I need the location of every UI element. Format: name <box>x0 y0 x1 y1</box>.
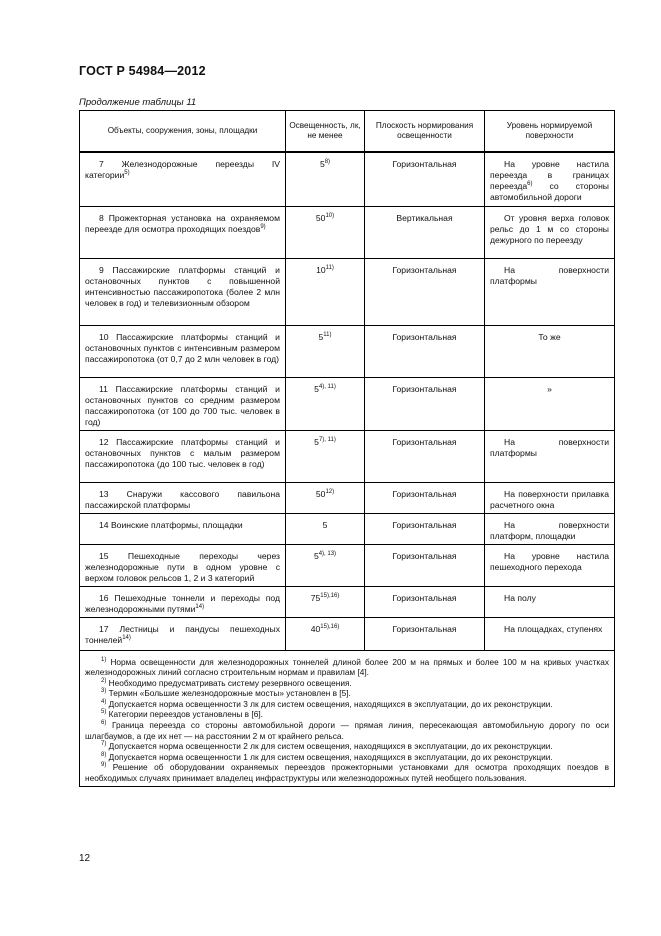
illuminance-cell <box>286 482 365 513</box>
plane-cell: Горизонтальная <box>365 377 485 430</box>
footnote-mark: 8) <box>101 751 107 758</box>
object-text: 11 Пассажирские платформы станций и остановочных пунктов со средним размером пассажиропотока (от 100 до 700 тыс. человек в год) <box>85 383 280 427</box>
footnote-mark: 4) <box>101 698 107 705</box>
footnote <box>85 752 609 763</box>
object-text: 14 Воинские платформы, площадки <box>99 519 243 530</box>
page-number: 12 <box>79 853 91 864</box>
table-row <box>80 152 615 206</box>
object-text: 7 Железнодорожные переезды IV категории <box>85 159 280 180</box>
footnote-ref: 15),16) <box>320 592 340 599</box>
level-cell <box>485 430 615 482</box>
footnote <box>85 699 609 710</box>
level-text: На поверхности платформ, площадки <box>490 519 609 541</box>
illuminance-value: 50 <box>315 488 326 499</box>
footnote-ref: 5) <box>124 170 130 176</box>
plane-cell: Горизонтальная <box>365 586 485 617</box>
illuminance-value: 5 <box>313 550 319 561</box>
illuminance-value: 75 <box>310 592 321 603</box>
level-text: То же <box>538 331 561 342</box>
level-cell <box>485 513 615 544</box>
table-row <box>80 544 615 586</box>
table-row <box>80 258 615 325</box>
footnote-mark: 3) <box>101 688 107 695</box>
footnote-mark: 5) <box>101 709 107 716</box>
footnote-text: Допускается норма освещенности 3 лк для систем освещения, находящихся в эксплуатации, до их реконструкции. <box>106 698 553 709</box>
notes-row <box>80 650 615 786</box>
footnote-ref: 6) <box>527 181 533 187</box>
illuminance-value: 5 <box>318 331 324 342</box>
footnote-ref: 4), 11) <box>318 383 336 390</box>
document-title: ГОСТ Р 54984—2012 <box>79 64 206 78</box>
header-plane: Плоскость нормирования освещенности <box>365 111 485 153</box>
plane-cell: Горизонтальная <box>365 544 485 586</box>
plane-cell: Горизонтальная <box>365 325 485 377</box>
footnote-mark: 2) <box>101 677 107 684</box>
footnote-mark: 7) <box>101 741 107 748</box>
level-text: На поверхности платформы <box>490 436 609 458</box>
table-row <box>80 482 615 513</box>
object-cell <box>80 544 286 586</box>
footnote-text: Граница переезда со стороны автомобильной дороги — прямая линия, пересекающая автомобильную дорогу по оси шлагбаумов, а где их нет — на расстоянии 2 м от крайнего рельса. <box>85 720 609 741</box>
object-cell <box>80 206 286 258</box>
header-level: Уровень нормируемой поверхности <box>485 111 615 153</box>
level-text: На уровне настила переезда в границах переезда <box>490 159 609 191</box>
plane-cell: Горизонтальная <box>365 617 485 650</box>
illuminance-cell <box>286 586 365 617</box>
footnote <box>85 720 609 741</box>
illuminance-value: 5 <box>322 519 328 530</box>
illuminance-value: 5 <box>314 383 319 394</box>
level-cell <box>485 325 615 377</box>
footnote-ref: 14) <box>122 634 131 641</box>
footnote-ref: 12) <box>325 488 335 495</box>
object-cell <box>80 325 286 377</box>
illuminance-value: 50 <box>315 212 326 223</box>
illuminance-cell <box>286 325 365 377</box>
object-cell <box>80 513 286 544</box>
table-footnotes <box>80 650 615 786</box>
level-cell <box>485 586 615 617</box>
footnote-ref: 10) <box>325 212 335 219</box>
object-text: 17 Лестницы и пандусы пешеходных тоннелей <box>85 623 280 645</box>
footnote-ref: 11) <box>323 331 332 338</box>
footnote-text: Норма освещенности для железнодорожных тоннелей длиной более 200 м на прямых и более 100 м на кривых участках железнодорожных линий согласно строительным нормам и правилам [4]. <box>85 656 609 678</box>
level-text: На поверхности прилавка расчетного окна <box>490 488 609 510</box>
illuminance-cell <box>286 258 365 325</box>
footnote <box>85 657 609 678</box>
table-row <box>80 206 615 258</box>
object-cell <box>80 430 286 482</box>
header-illuminance: Освещенность, лк, не менее <box>286 111 365 153</box>
level-text: На поверхности платформы <box>490 264 609 286</box>
illuminance-cell <box>286 430 365 482</box>
object-text: 15 Пешеходные переходы через железнодорожные пути в одном уровне с верхом головок рельсов 1, 2 и 3 категорий <box>85 550 280 583</box>
illuminance-cell <box>286 206 365 258</box>
level-cell <box>485 482 615 513</box>
level-text: От уровня верха головок рельс до 1 м со стороны дежурного по переезду <box>490 212 609 245</box>
header-objects: Объекты, сооружения, зоны, площадки <box>80 111 286 153</box>
illuminance-cell <box>286 617 365 650</box>
object-text: 12 Пассажирские платформы станций и остановочных пунктов с малым размером пассажиропотока (до 100 тыс. человек в год) <box>85 436 280 469</box>
object-cell <box>80 617 286 650</box>
object-text: 8 Прожекторная установка на охраняемом переезде для осмотра проходящих поездов <box>85 212 280 234</box>
level-text: На площадках, ступенях <box>504 623 603 634</box>
illuminance-cell <box>286 152 365 206</box>
plane-cell: Горизонтальная <box>365 258 485 325</box>
table-row <box>80 377 615 430</box>
plane-cell: Вертикальная <box>365 206 485 258</box>
footnote-text: Допускается норма освещенности 2 лк для систем освещения, находящихся в эксплуатации, до их реконструкции. <box>106 741 553 752</box>
footnote-ref: 15),16) <box>320 623 340 630</box>
table-row <box>80 617 615 650</box>
level-text: На полу <box>504 592 536 603</box>
footnote-ref: 7), 11) <box>318 436 336 443</box>
illuminance-value: 40 <box>310 623 321 634</box>
table-continuation-caption: Продолжение таблицы 11 <box>79 97 197 108</box>
footnote-text: Допускается норма освещенности 1 лк для систем освещения, находящихся в эксплуатации, до их реконструкции. <box>106 751 553 762</box>
level-text: » <box>547 383 552 394</box>
illuminance-cell <box>286 513 365 544</box>
footnote-ref: 8) <box>324 159 331 165</box>
illuminance-value: 10 <box>316 264 326 275</box>
table-row <box>80 586 615 617</box>
footnote-text: Термин «Большие железнодорожные мосты» установлен в [5]. <box>106 688 351 699</box>
footnote-ref: 9) <box>260 223 266 230</box>
object-text: 16 Пешеходные тоннели и переходы под железнодорожными путями <box>85 592 280 614</box>
footnote-ref: 4), 13) <box>318 550 337 557</box>
table-header-row <box>80 111 615 153</box>
footnote-text: Решение об оборудовании охраняемых переездов прожекторными установками для осмотра проходящих поездов в необходимых случаях принимает владелец инфраструктуры или железнодорожных путей необщего пользования. <box>85 762 609 784</box>
plane-cell: Горизонтальная <box>365 513 485 544</box>
illuminance-cell <box>286 544 365 586</box>
object-cell <box>80 586 286 617</box>
footnote <box>85 762 609 783</box>
footnote-ref: 11) <box>325 264 334 271</box>
table-row <box>80 513 615 544</box>
table-row <box>80 430 615 482</box>
lighting-norms-table <box>79 110 615 787</box>
footnote <box>85 741 609 752</box>
object-text: 10 Пассажирские платформы станций и остановочных пунктов с интенсивным размером пассажиропотока (от 0,7 до 2 млн человек в год) <box>85 331 280 364</box>
table-row <box>80 325 615 377</box>
footnote-text: Необходимо предусматривать систему резервного освещения. <box>106 677 352 688</box>
level-cell <box>485 206 615 258</box>
footnote-mark: 6) <box>101 720 107 727</box>
level-cell <box>485 258 615 325</box>
level-cell <box>485 617 615 650</box>
level-text: На уровне настила пешеходного перехода <box>490 550 609 572</box>
illuminance-value: 5 <box>314 436 319 447</box>
footnote <box>85 678 609 689</box>
footnote-mark: 1) <box>101 656 107 663</box>
illuminance-cell <box>286 377 365 430</box>
plane-cell: Горизонтальная <box>365 482 485 513</box>
level-cell <box>485 377 615 430</box>
object-cell <box>80 377 286 430</box>
object-cell <box>80 482 286 513</box>
level-cell <box>485 152 615 206</box>
footnote <box>85 709 609 720</box>
object-cell <box>80 152 286 206</box>
footnote <box>85 688 609 699</box>
footnote-text: Категории переездов установлены в [6]. <box>106 709 263 720</box>
footnote-mark: 9) <box>101 762 107 769</box>
level-text-tail: со стороны автомобильной дороги <box>490 181 609 202</box>
object-cell <box>80 258 286 325</box>
object-text: 13 Снаружи кассового павильона пассажирской платформы <box>85 488 280 510</box>
footnote-ref: 14) <box>195 603 205 610</box>
illuminance-value: 5 <box>319 159 325 169</box>
level-cell <box>485 544 615 586</box>
object-text: 9 Пассажирские платформы станций и остановочных пунктов с повышенной интенсивностью пассажиропотока (более 2 млн человек в год) и телевизионным обзором <box>85 264 280 308</box>
plane-cell: Горизонтальная <box>365 430 485 482</box>
plane-cell: Горизонтальная <box>365 152 485 206</box>
